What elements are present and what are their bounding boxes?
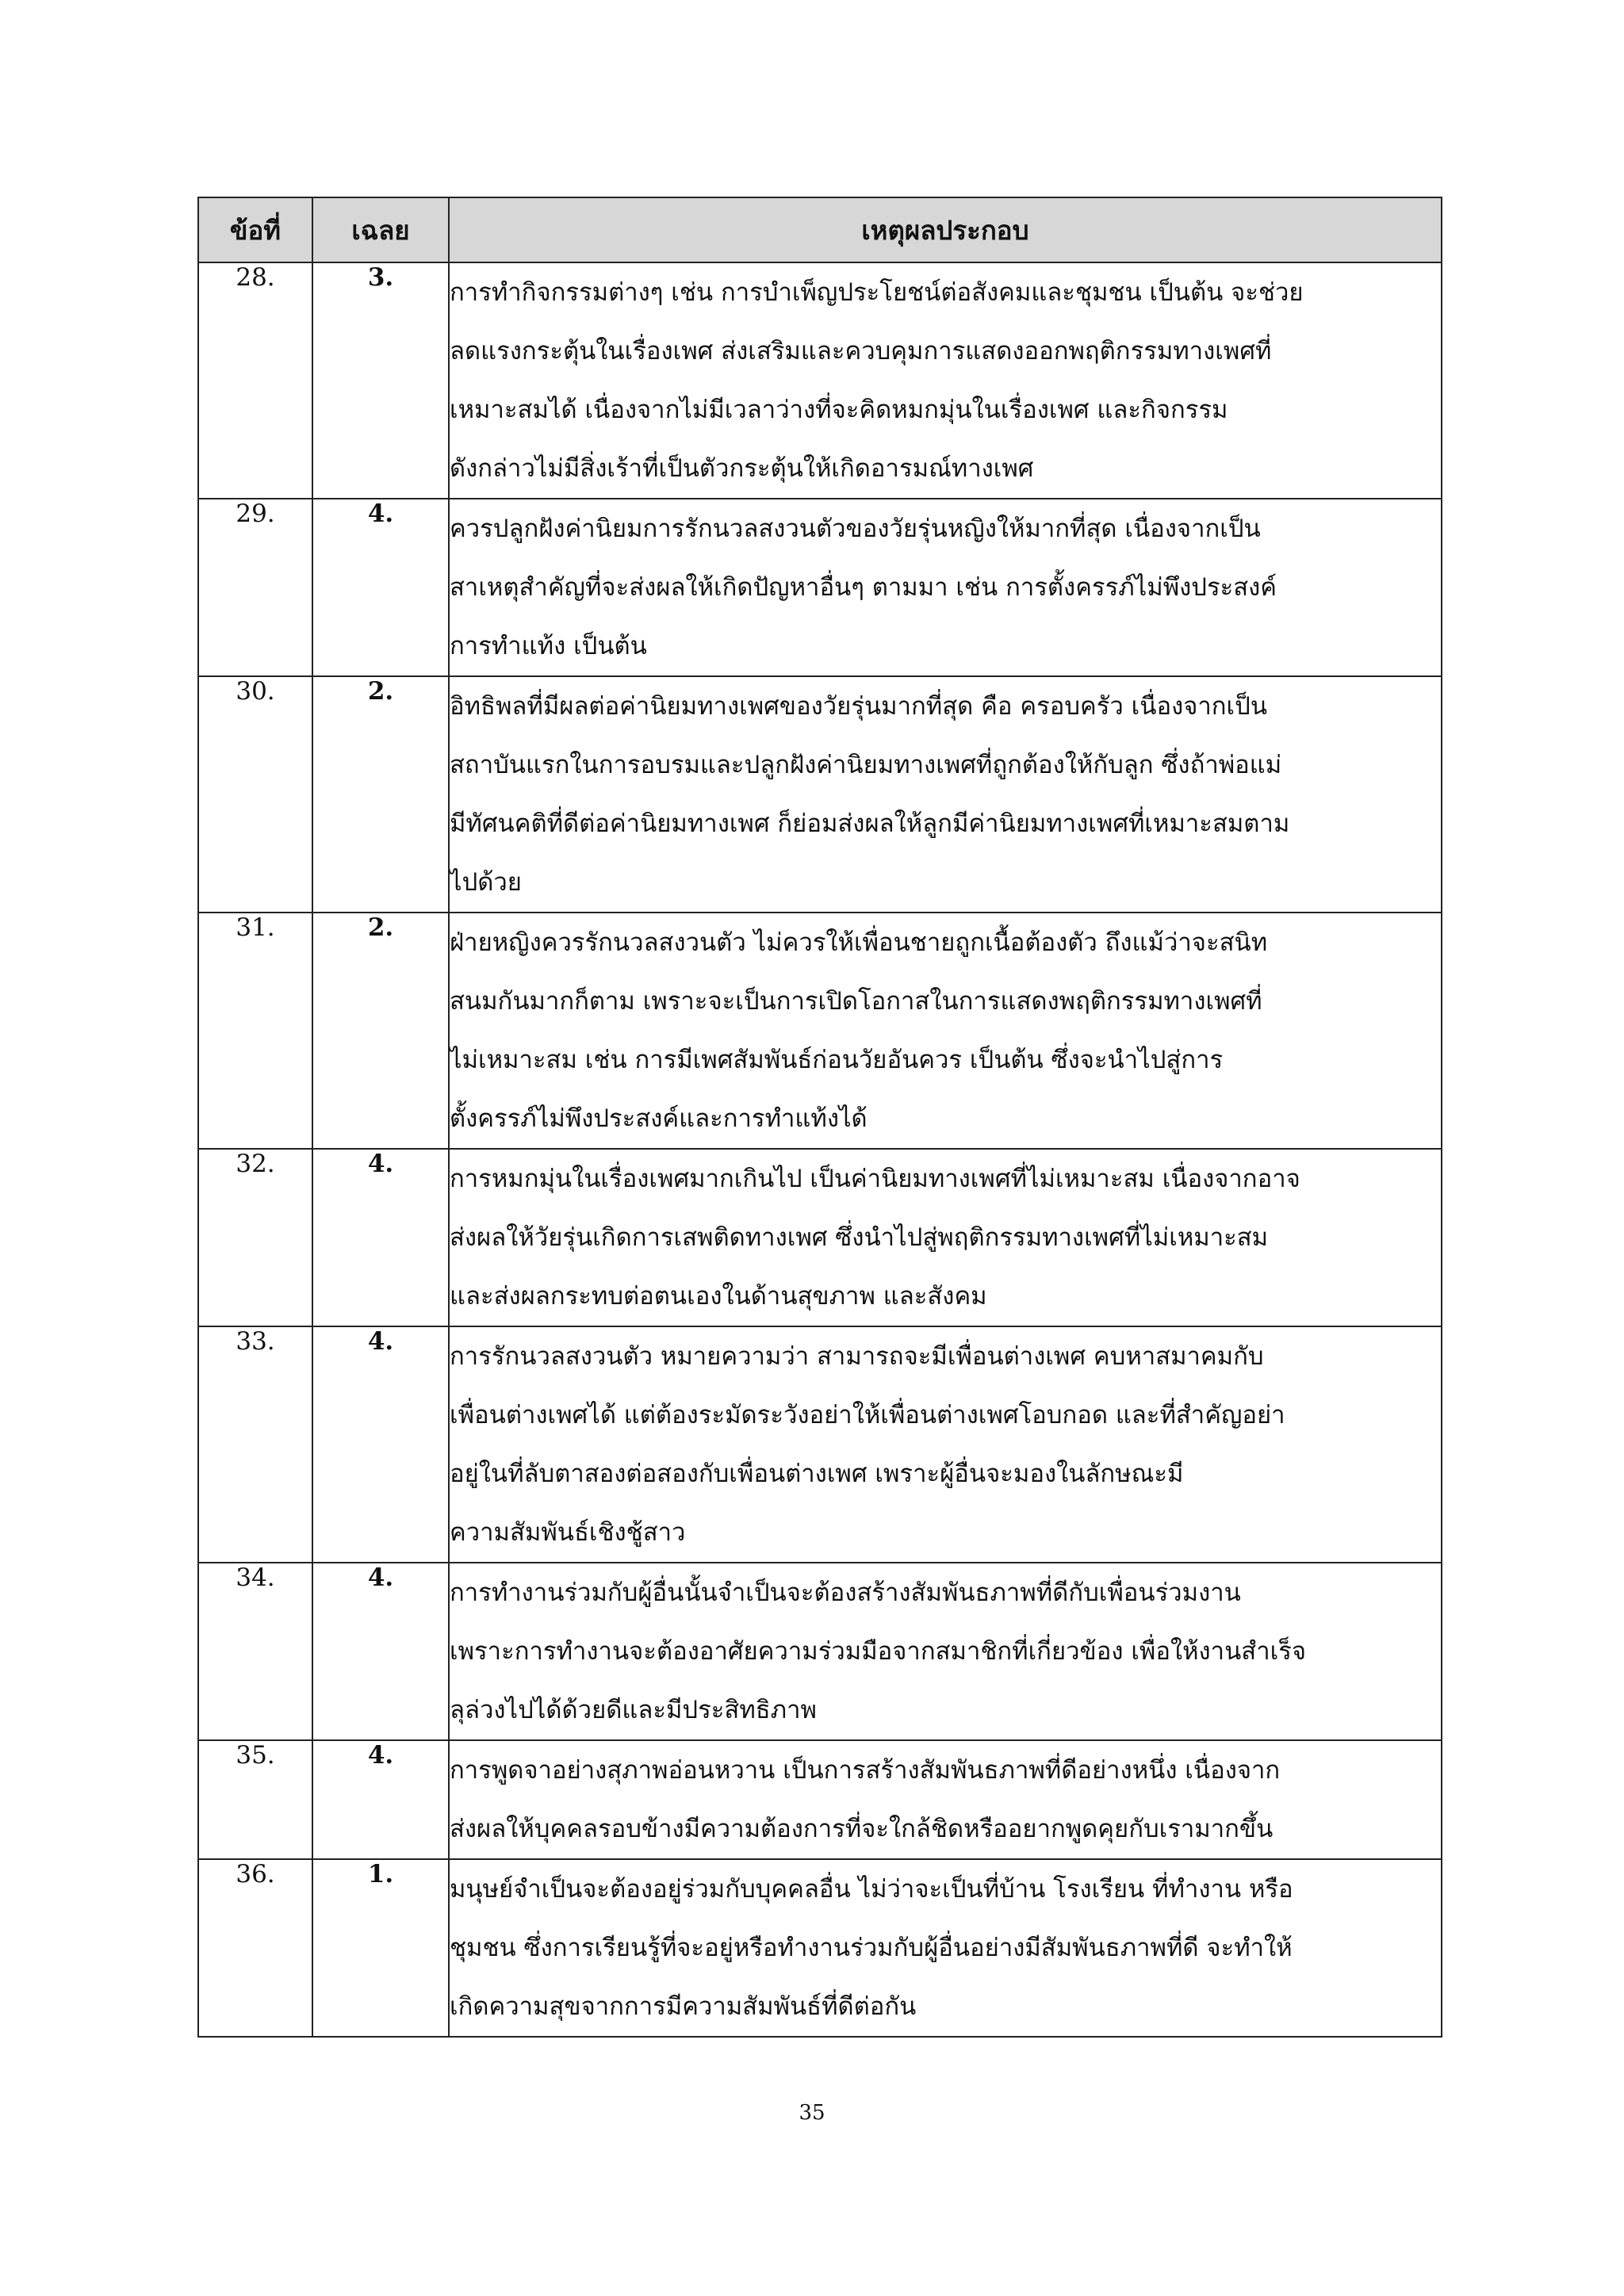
- header-answer: เฉลย: [312, 197, 449, 262]
- reason-line: ส่งผลให้วัยรุ่นเกิดการเสพติดทางเพศ ซึ่งนำไปสู่พฤติกรรมทางเพศที่ไม่เหมาะสม: [450, 1223, 1269, 1252]
- answer-key-table: [197, 197, 1442, 2038]
- reason-line: การพูดจาอย่างสุภาพอ่อนหวาน เป็นการสร้างสัมพันธภาพที่ดีอย่างหนึ่ง เนื่องจาก: [450, 1756, 1281, 1785]
- table-row: [198, 676, 1442, 913]
- reason-line: มนุษย์จำเป็นจะต้องอยู่ร่วมกับบุคคลอื่น ไม่ว่าจะเป็นที่บ้าน โรงเรียน ที่ทำงาน หรือ: [450, 1875, 1293, 1904]
- reason-line: การทำงานร่วมกับผู้อื่นนั้นจำเป็นจะต้องสร้างสัมพันธภาพที่ดีกับเพื่อนร่วมงาน: [450, 1578, 1241, 1607]
- table-row: [198, 1563, 1442, 1740]
- answer-value: 4.: [312, 1326, 449, 1563]
- answer-value: 2.: [312, 676, 449, 913]
- reason-line: เกิดความสุขจากการมีความสัมพันธ์ที่ดีต่อกัน: [450, 1992, 917, 2021]
- reason-line: ความสัมพันธ์เชิงชู้สาว: [450, 1518, 686, 1547]
- reason-line: ดังกล่าวไม่มีสิ่งเร้าที่เป็นตัวกระตุ้นให้เกิดอารมณ์ทางเพศ: [450, 454, 1034, 483]
- reason-text: [449, 1326, 1442, 1563]
- reason-line: สนมกันมากก็ตาม เพราะจะเป็นการเปิดโอกาสในการแสดงพฤติกรรมทางเพศที่: [450, 987, 1262, 1016]
- reason-line: ฝ่ายหญิงควรรักนวลสงวนตัว ไม่ควรให้เพื่อนชายถูกเนื้อต้องตัว ถึงแม้ว่าจะสนิท: [450, 928, 1268, 957]
- answer-value: 4.: [312, 1149, 449, 1326]
- table-row: [198, 913, 1442, 1149]
- table-row: [198, 1740, 1442, 1859]
- reason-text: [449, 262, 1442, 499]
- reason-line: การทำกิจกรรมต่างๆ เช่น การบำเพ็ญประโยชน์ต่อสังคมและชุมชน เป็นต้น จะช่วย: [450, 278, 1304, 307]
- reason-text: [449, 676, 1442, 913]
- reason-line: ไปด้วย: [450, 868, 522, 897]
- reason-line: ตั้งครรภ์ไม่พึงประสงค์และการทำแท้งได้: [450, 1104, 868, 1133]
- answer-value: 4.: [312, 1563, 449, 1740]
- table-body: [198, 262, 1442, 2037]
- reason-line: การทำแท้ง เป็นต้น: [450, 632, 647, 660]
- table-row: [198, 262, 1442, 499]
- reason-line: มีทัศนคติที่ดีต่อค่านิยมทางเพศ ก็ย่อมส่งผลให้ลูกมีค่านิยมทางเพศที่เหมาะสมตาม: [450, 809, 1290, 838]
- item-number: 32.: [198, 1149, 312, 1326]
- reason-line: ลุล่วงไปได้ด้วยดีและมีประสิทธิภาพ: [450, 1696, 817, 1724]
- item-number: 29.: [198, 499, 312, 676]
- page-number: 35: [799, 2101, 825, 2125]
- item-number: 34.: [198, 1563, 312, 1740]
- reason-text: [449, 499, 1442, 676]
- item-number: 35.: [198, 1740, 312, 1859]
- table-row: [198, 1859, 1442, 2037]
- reason-line: เพื่อนต่างเพศได้ แต่ต้องระมัดระวังอย่าให้เพื่อนต่างเพศโอบกอด และที่สำคัญอย่า: [450, 1401, 1285, 1429]
- item-number: 31.: [198, 913, 312, 1149]
- item-number: 36.: [198, 1859, 312, 2037]
- reason-line: อยู่ในที่ลับตาสองต่อสองกับเพื่อนต่างเพศ เพราะผู้อื่นจะมองในลักษณะมี: [450, 1460, 1184, 1488]
- answer-value: 4.: [312, 1740, 449, 1859]
- reason-line: ลดแรงกระตุ้นในเรื่องเพศ ส่งเสริมและควบคุมการแสดงออกพฤติกรรมทางเพศที่: [450, 337, 1272, 365]
- table-header-row: [198, 197, 1442, 262]
- reason-line: อิทธิพลที่มีผลต่อค่านิยมทางเพศของวัยรุ่นมากที่สุด คือ ครอบครัว เนื่องจากเป็น: [450, 692, 1268, 721]
- reason-text: [449, 913, 1442, 1149]
- table-row: [198, 1149, 1442, 1326]
- reason-line: เพราะการทำงานจะต้องอาศัยความร่วมมือจากสมาชิกที่เกี่ยวข้อง เพื่อให้งานสำเร็จ: [450, 1637, 1307, 1666]
- item-number: 33.: [198, 1326, 312, 1563]
- item-number: 30.: [198, 676, 312, 913]
- reason-line: ควรปลูกฝังค่านิยมการรักนวลสงวนตัวของวัยรุ่นหญิงให้มากที่สุด เนื่องจากเป็น: [450, 515, 1261, 543]
- reason-line: การหมกมุ่นในเรื่องเพศมากเกินไป เป็นค่านิยมทางเพศที่ไม่เหมาะสม เนื่องจากอาจ: [450, 1165, 1300, 1193]
- reason-line: ส่งผลให้บุคคลรอบข้างมีความต้องการที่จะใกล้ชิดหรืออยากพูดคุยกับเรามากขึ้น: [450, 1815, 1274, 1843]
- header-item-number: ข้อที่: [198, 197, 312, 262]
- reason-line: และส่งผลกระทบต่อตนเองในด้านสุขภาพ และสังคม: [450, 1282, 987, 1311]
- reason-line: สถาบันแรกในการอบรมและปลูกฝังค่านิยมทางเพศที่ถูกต้องให้กับลูก ซึ่งถ้าพ่อแม่: [450, 751, 1282, 779]
- answer-value: 4.: [312, 499, 449, 676]
- reason-text: [449, 1859, 1442, 2037]
- answer-value: 2.: [312, 913, 449, 1149]
- reason-line: ชุมชน ซึ่งการเรียนรู้ที่จะอยู่หรือทำงานร่วมกับผู้อื่นอย่างมีสัมพันธภาพที่ดี จะทำให้: [450, 1934, 1293, 1962]
- answer-value: 1.: [312, 1859, 449, 2037]
- reason-text: [449, 1740, 1442, 1859]
- table-row: [198, 1326, 1442, 1563]
- reason-line: การรักนวลสงวนตัว หมายความว่า สามารถจะมีเพื่อนต่างเพศ คบหาสมาคมกับ: [450, 1342, 1264, 1371]
- header-reason: เหตุผลประกอบ: [449, 197, 1442, 262]
- reason-line: เหมาะสมได้ เนื่องจากไม่มีเวลาว่างที่จะคิดหมกมุ่นในเรื่องเพศ และกิจกรรม: [450, 396, 1228, 424]
- table-row: [198, 499, 1442, 676]
- reason-text: [449, 1149, 1442, 1326]
- reason-text: [449, 1563, 1442, 1740]
- reason-line: สาเหตุสำคัญที่จะส่งผลให้เกิดปัญหาอื่นๆ ตามมา เช่น การตั้งครรภ์ไม่พึงประสงค์: [450, 573, 1277, 602]
- item-number: 28.: [198, 262, 312, 499]
- reason-line: ไม่เหมาะสม เช่น การมีเพศสัมพันธ์ก่อนวัยอันควร เป็นต้น ซึ่งจะนำไปสู่การ: [450, 1046, 1224, 1074]
- answer-value: 3.: [312, 262, 449, 499]
